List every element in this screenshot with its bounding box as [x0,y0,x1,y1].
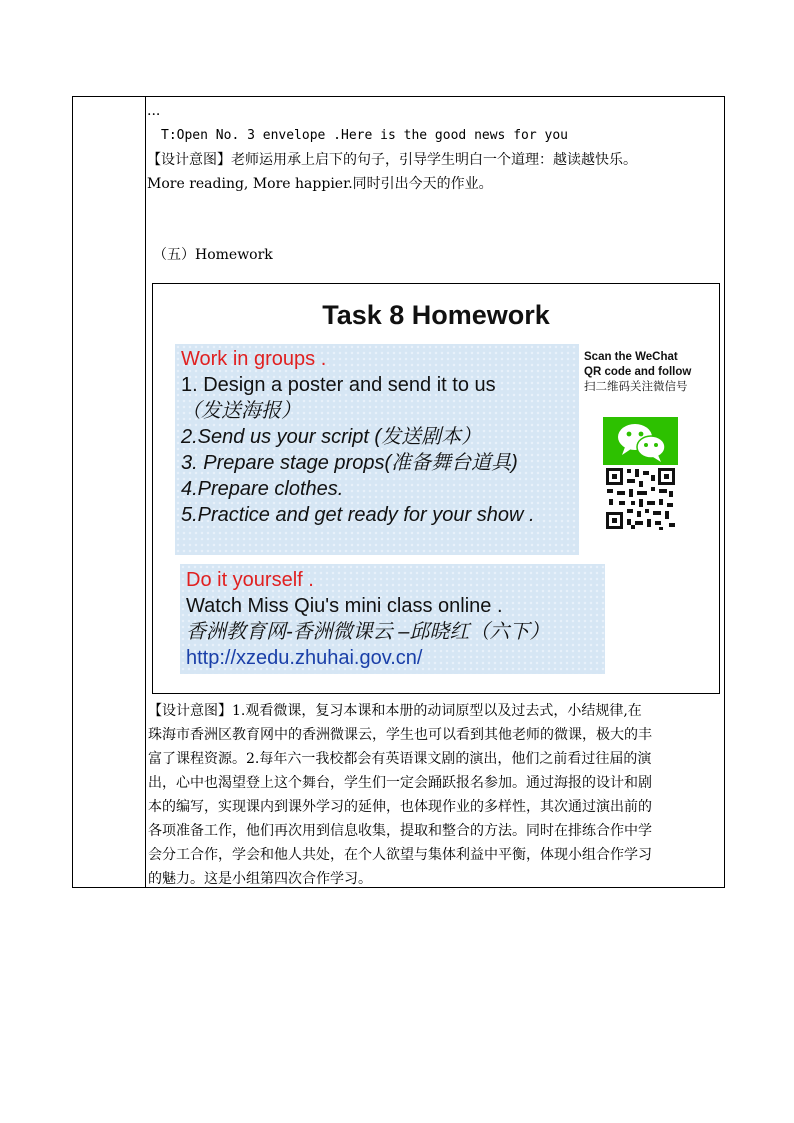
design-intent-1-cont: More reading, More happier.同时引出今天的作业。 [147,176,493,192]
group-item: 3. Prepare stage props(准备舞台道具) [181,452,518,474]
design-intent-2-line: 会分工合作，学会和他人共处，在个人欲望与集体利益中平衡，体现小组合作学习 [148,847,652,863]
design-intent-2-line: 出，心中也渴望登上这个舞台，学生们一定会踊跃报名参加。通过海报的设计和剧 [148,775,652,791]
self-line: 香洲教育网-香洲微课云 –邱晓红（六下） [186,621,550,643]
design-label: 【设计意图】 [147,152,231,168]
content-cell [147,97,724,887]
wechat-line: 扫二维码关注微信号 [584,381,688,393]
design-text: 老师运用承上启下的句子，引导学生明白一个道理：越读越快乐。 [231,152,637,168]
group-item: 2.Send us your script (发送剧本） [181,426,482,448]
self-heading: Do it yourself . [186,569,314,591]
design-intent-2-line: 各项准备工作，他们再次用到信息收集，提取和整合的方法。同时在排练合作中学 [148,823,652,839]
group-heading: Work in groups . [181,348,327,370]
slide-title: Task 8 Homework [322,300,550,330]
qr-code-icon [603,465,678,532]
wechat-line: QR code and follow [584,366,692,378]
wechat-instructions [584,350,691,395]
lesson-table [72,96,725,888]
group-item: （发送海报） [181,400,301,422]
group-work-box [175,344,579,555]
design-intent-2-line: 【设计意图】1.观看微课，复习本课和本册的动词原型以及过去式，小结规律,在 [148,703,642,719]
self-url[interactable]: http://xzedu.zhuhai.gov.cn/ [186,647,423,669]
group-item: 5.Practice and get ready for your show . [181,504,535,526]
self-study-box [180,564,605,674]
design-intent-1 [147,148,637,172]
ellipsis-line: ... [147,103,161,119]
self-line: Watch Miss Qiu's mini class online . [186,595,503,617]
design-intent-2-line: 本的编写，实现课内到课外学习的延伸，也体现作业的多样性，其次通过演出前的 [148,799,652,815]
group-item: 1. Design a poster and send it to us [181,374,496,396]
column-divider [145,97,146,887]
wechat-line: Scan the WeChat [584,351,678,363]
group-item: 4.Prepare clothes. [181,478,344,500]
design-intent-2-line: 珠海市香洲区教育网中的香洲微课云，学生也可以看到其他老师的微课，极大的丰 [148,727,652,743]
design-intent-2-line: 富了课程资源。2.每年六一我校都会有英语课文剧的演出，他们之前看过往届的演 [148,751,652,767]
design-intent-2-line: 的魅力。这是小组第四次合作学习。 [148,871,372,887]
teacher-line: T:Open No. 3 envelope .Here is the good news for you [161,128,568,143]
wechat-logo-icon [603,417,678,465]
homework-slide [152,283,720,694]
section-heading: （五）Homework [153,247,273,263]
